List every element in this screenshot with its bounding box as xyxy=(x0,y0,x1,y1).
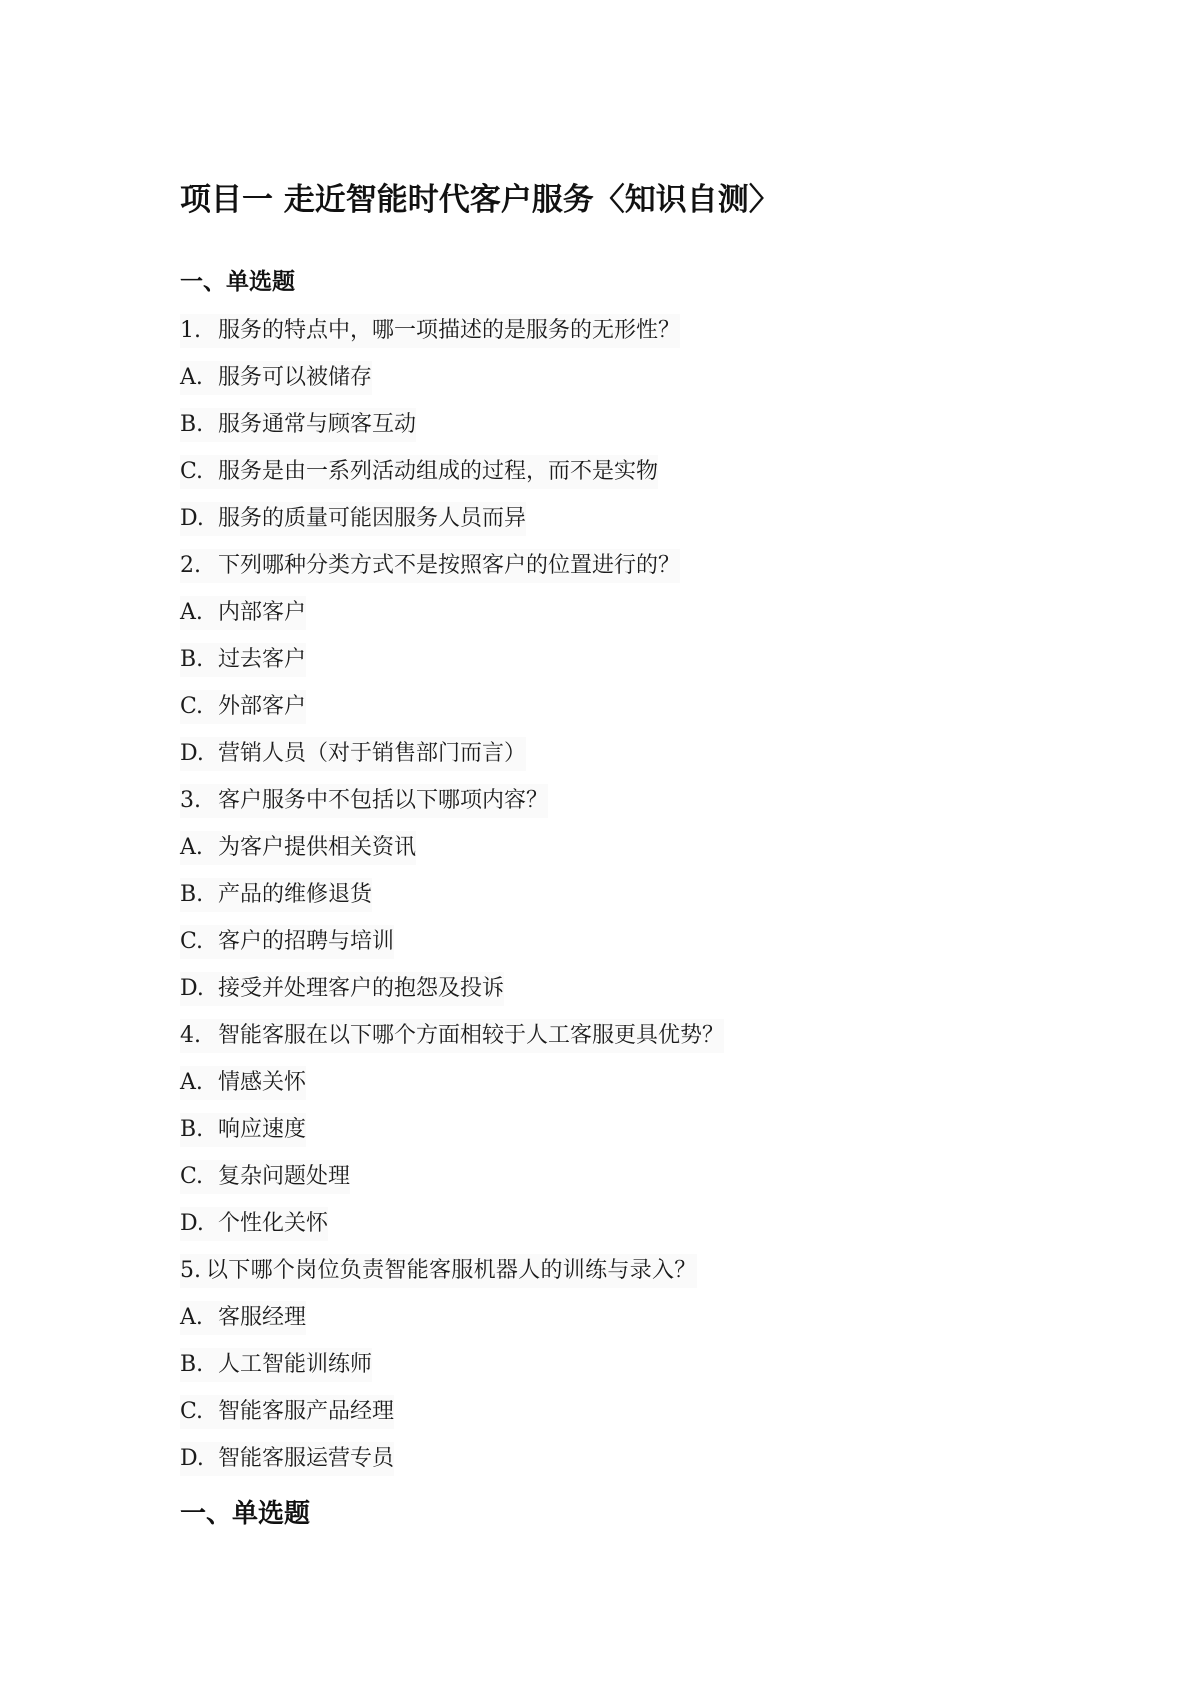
question-4-option-a xyxy=(180,1066,306,1100)
question-1-option-d xyxy=(180,502,526,536)
section-heading-single-choice: 一、单选题 xyxy=(180,269,295,295)
option-letter: C. xyxy=(180,459,204,484)
option-text: 为客户提供相关资讯 xyxy=(218,835,417,860)
option-text: 客服经理 xyxy=(218,1305,307,1330)
option-letter: C. xyxy=(180,1399,204,1424)
option-text: 智能客服产品经理 xyxy=(218,1399,395,1424)
question-4-option-b xyxy=(180,1113,306,1147)
option-letter: C. xyxy=(180,929,204,954)
option-text: 产品的维修退货 xyxy=(218,882,373,907)
question-4-option-d xyxy=(180,1207,328,1241)
option-text: 服务通常与顾客互动 xyxy=(218,412,417,437)
option-letter: A. xyxy=(180,600,203,625)
question-3-option-a xyxy=(180,831,416,865)
question-number: 3. xyxy=(180,788,201,813)
option-letter: D. xyxy=(180,506,204,531)
question-3-option-b xyxy=(180,878,372,912)
question-5 xyxy=(180,1254,697,1288)
question-2-option-d xyxy=(180,737,526,771)
option-letter: B. xyxy=(180,1117,204,1142)
question-number: 5. xyxy=(180,1258,201,1283)
option-text: 人工智能训练师 xyxy=(218,1352,373,1377)
option-letter: D. xyxy=(180,1446,204,1471)
question-4-option-c xyxy=(180,1160,350,1194)
question-number: 1. xyxy=(180,318,201,343)
question-1-option-c xyxy=(180,455,658,489)
question-1-option-b xyxy=(180,408,416,442)
question-number: 2. xyxy=(180,553,201,578)
option-text: 个性化关怀 xyxy=(218,1211,329,1236)
option-letter: B. xyxy=(180,882,204,907)
question-text: 下列哪种分类方式不是按照客户的位置进行的？ xyxy=(218,553,681,578)
option-text: 接受并处理客户的抱怨及投诉 xyxy=(218,976,505,1001)
option-text: 内部客户 xyxy=(218,600,307,625)
question-5-option-a xyxy=(180,1301,306,1335)
question-number: 4. xyxy=(180,1023,201,1048)
question-2 xyxy=(180,549,680,583)
question-text: 客户服务中不包括以下哪项内容？ xyxy=(218,788,549,813)
question-text: 智能客服在以下哪个方面相较于人工客服更具优势？ xyxy=(218,1023,725,1048)
option-text: 服务的质量可能因服务人员而异 xyxy=(218,506,527,531)
option-letter: D. xyxy=(180,741,204,766)
question-3-option-c xyxy=(180,925,394,959)
option-text: 外部客户 xyxy=(218,694,307,719)
question-2-option-a xyxy=(180,596,306,630)
question-5-option-b xyxy=(180,1348,372,1382)
option-text: 过去客户 xyxy=(218,647,307,672)
section-heading-single-choice-bottom: 一、单选题 xyxy=(180,1499,311,1529)
option-letter: B. xyxy=(180,1352,204,1377)
option-text: 响应速度 xyxy=(218,1117,307,1142)
question-3 xyxy=(180,784,548,818)
question-text: 服务的特点中，哪一项描述的是服务的无形性？ xyxy=(218,318,681,343)
question-5-option-c xyxy=(180,1395,394,1429)
option-letter: B. xyxy=(180,412,204,437)
option-letter: B. xyxy=(180,647,204,672)
question-3-option-d xyxy=(180,972,504,1006)
question-1-option-a xyxy=(180,361,372,395)
question-5-option-d xyxy=(180,1442,394,1476)
question-1 xyxy=(180,314,680,348)
option-text: 营销人员（对于销售部门而言） xyxy=(218,741,527,766)
option-letter: D. xyxy=(180,976,204,1001)
option-letter: C. xyxy=(180,1164,204,1189)
option-letter: A. xyxy=(180,1305,203,1330)
option-text: 复杂问题处理 xyxy=(218,1164,351,1189)
question-2-option-c xyxy=(180,690,306,724)
option-text: 服务可以被储存 xyxy=(218,365,373,390)
option-text: 客户的招聘与培训 xyxy=(218,929,395,954)
option-text: 情感关怀 xyxy=(218,1070,307,1095)
option-letter: A. xyxy=(180,365,203,390)
option-letter: A. xyxy=(180,1070,203,1095)
question-4 xyxy=(180,1019,724,1053)
option-text: 智能客服运营专员 xyxy=(218,1446,395,1471)
document-title: 项目一 走近智能时代客户服务〈知识自测〉 xyxy=(180,182,780,218)
option-letter: C. xyxy=(180,694,204,719)
option-text: 服务是由一系列活动组成的过程，而不是实物 xyxy=(218,459,659,484)
question-text: 以下哪个岗位负责智能客服机器人的训练与录入？ xyxy=(206,1258,697,1283)
option-letter: A. xyxy=(180,835,203,860)
option-letter: D. xyxy=(180,1211,204,1236)
question-2-option-b xyxy=(180,643,306,677)
